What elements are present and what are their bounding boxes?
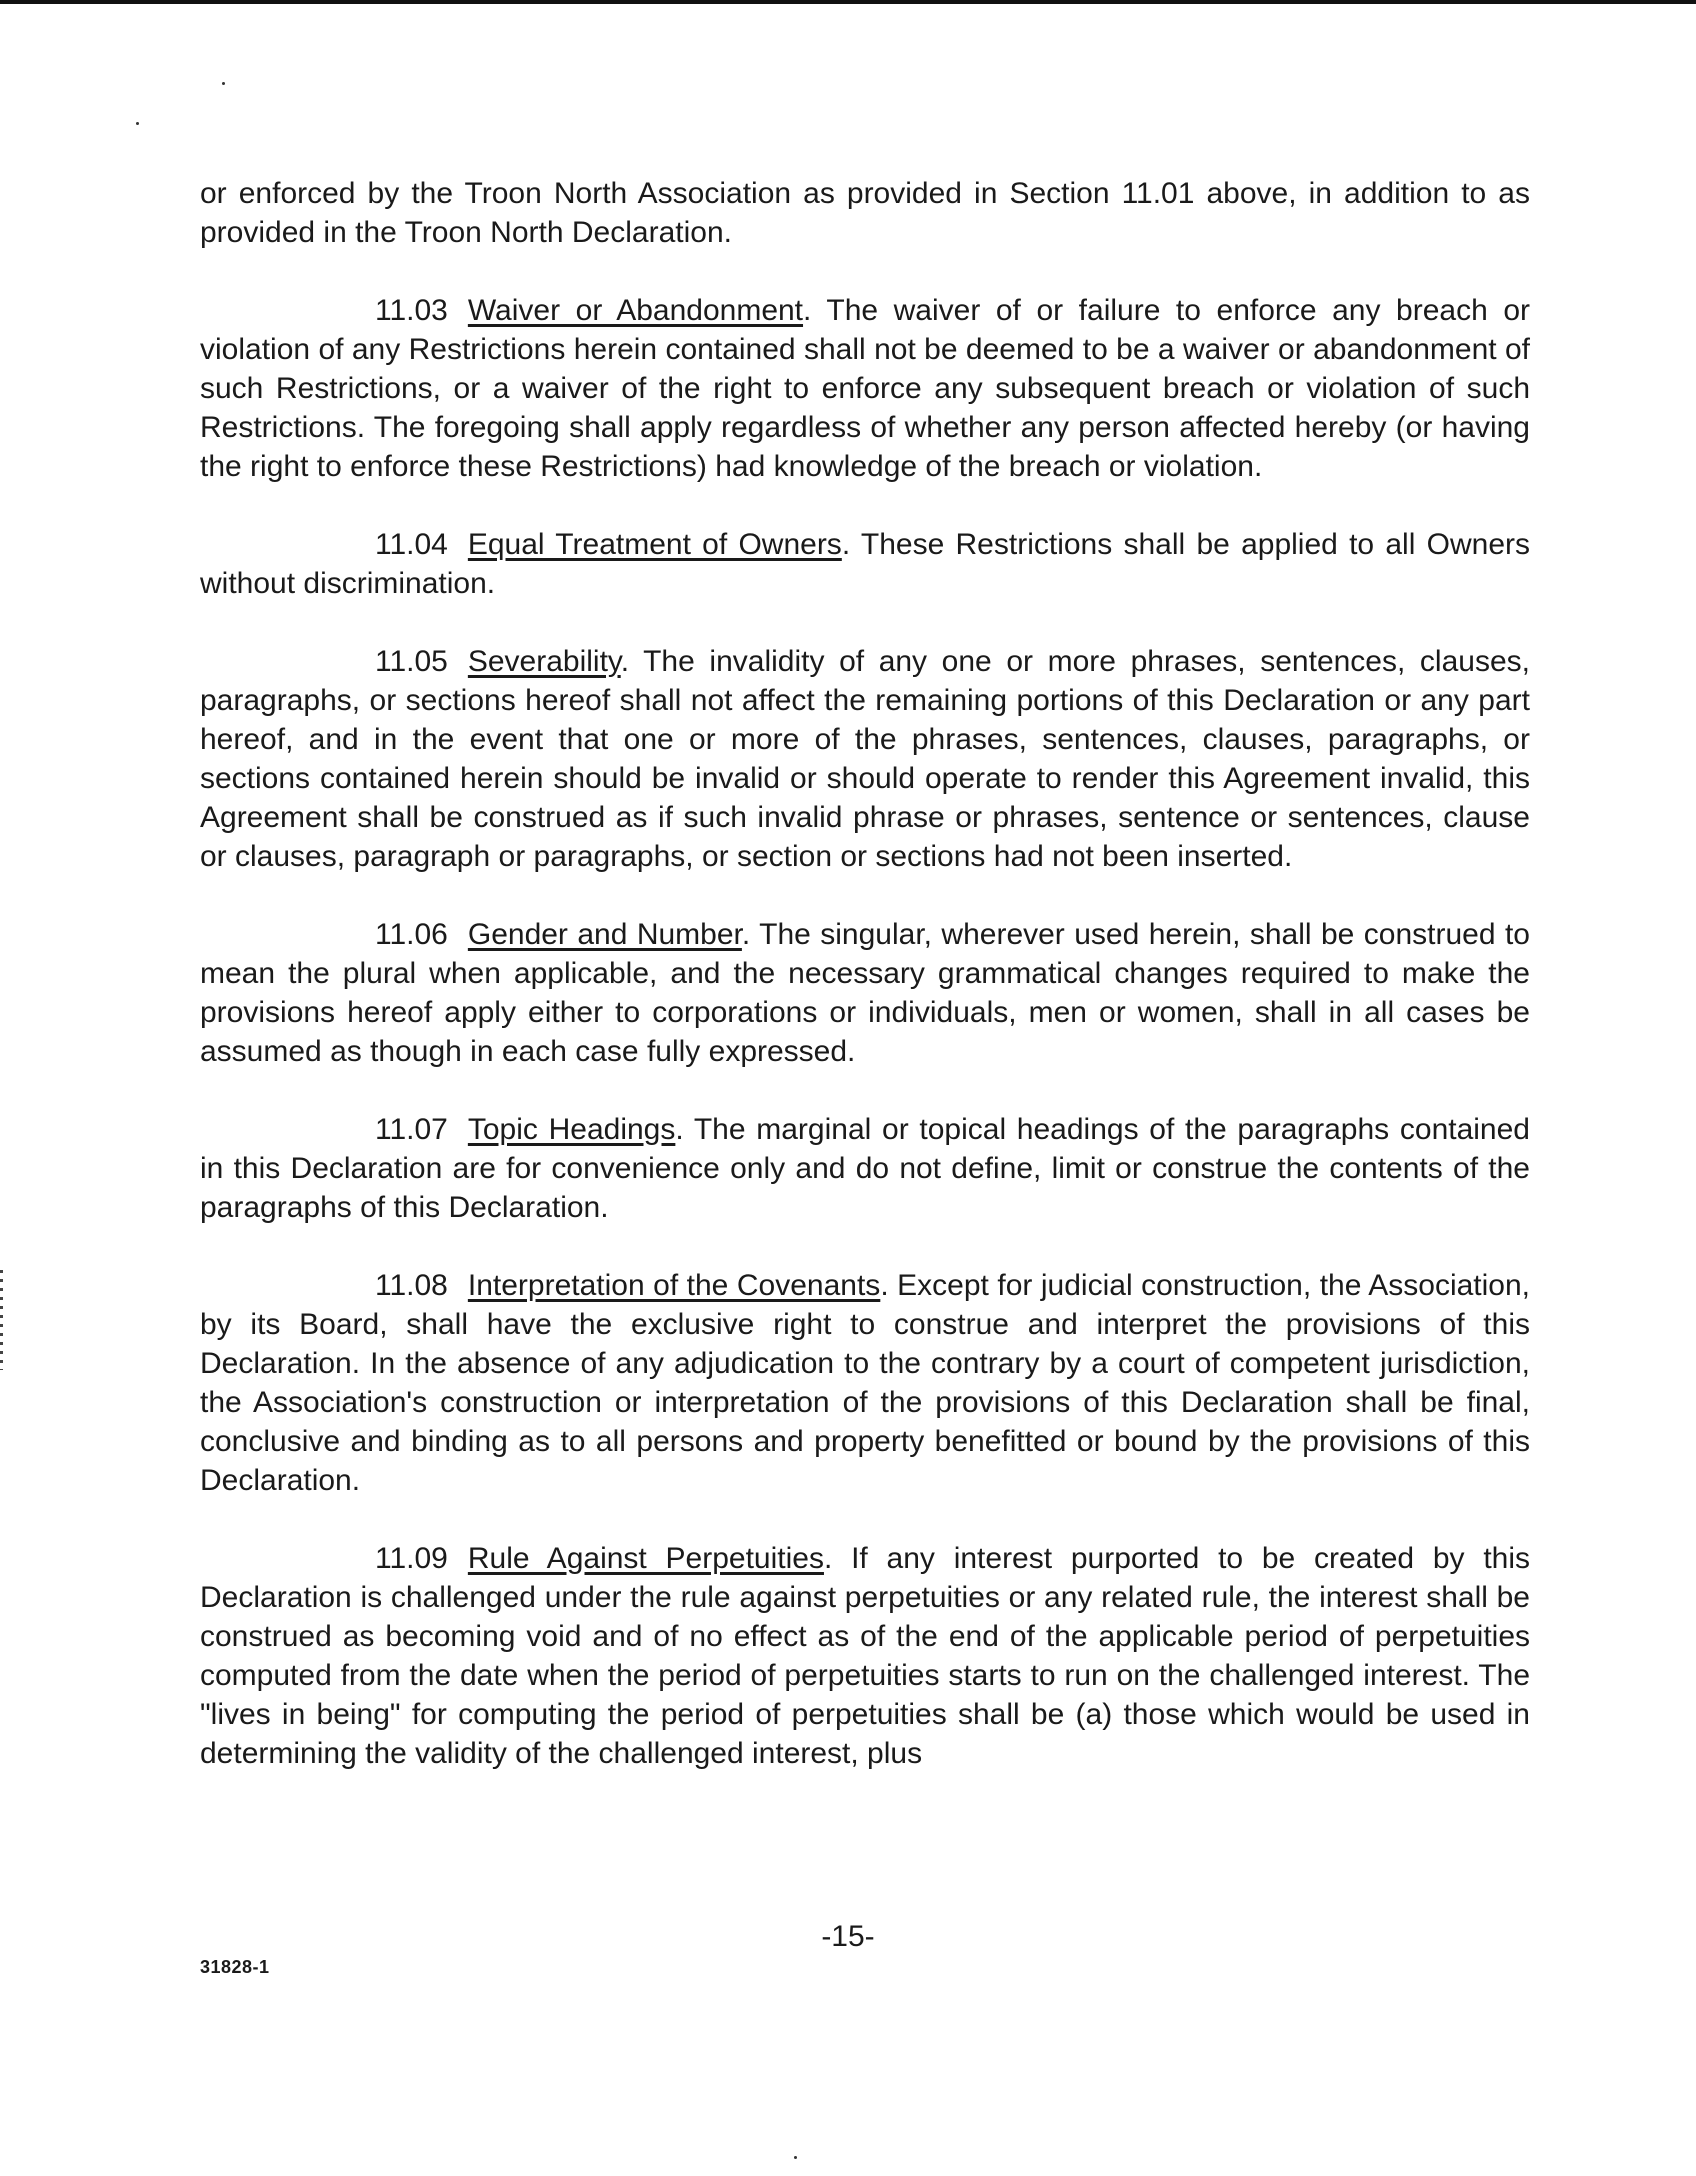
document-id: 31828-1	[200, 1957, 270, 1977]
scan-top-edge	[0, 0, 1696, 4]
section-text: The singular, wherever used herein, shall be construed to mean the plural when applicable, and the necessary grammatical changes required to make the provisions hereof apply either to corporations or individuals, men or women, shall in all cases be assumed as though in each case fully expressed.	[200, 918, 1530, 1068]
continuation-paragraph: or enforced by the Troon North Association as provided in Section 11.01 above, in addition to as provided in the Troon North Declaration.	[200, 177, 1530, 249]
section-11-05: 11.05 Severability. The invalidity of any one or more phrases, sentences, clauses, paragraphs, or sections hereof shall not affect the remaining portions of this Declaration or any part hereof, and in the event that one or more of the phrases, sentences, clauses, paragraphs, or sections contained herein should be invalid or should operate to render this Agreement invalid, this Agreement shall be construed as if such invalid phrase or phrases, sentence or sentences, clause or clauses, paragraph or paragraphs, or section or sections had not been inserted.	[200, 645, 1530, 873]
section-11-03: 11.03 Waiver or Abandonment. The waiver of or failure to enforce any breach or violation of any Restrictions herein contained shall not be deemed to be a waiver or abandonment of such Restrictions, or a waiver of the right to enforce any subsequent breach or violation of such Restrictions. The foregoing shall apply regardless of whether any person affected hereby (or having the right to enforce these Restrictions) had knowledge of the breach or violation.	[200, 294, 1530, 483]
section-heading: Equal Treatment of Owners	[467, 528, 842, 561]
section-text: The invalidity of any one or more phrases, sentences, clauses, paragraphs, or sections hereof shall not affect the remaining portions of this Declaration or any part hereof, and in the event that one or more of the phrases, sentences, clauses, paragraphs, or sections contained herein should be invalid or should operate to render this Agreement invalid, this Agreement shall be construed as if such invalid phrase or phrases, sentence or sentences, clause or clauses, paragraph or paragraphs, or section or sections had not been inserted.	[200, 645, 1530, 873]
section-number: 11.06	[375, 918, 448, 951]
page-number: -15-	[821, 1920, 875, 1953]
section-number: 11.09	[375, 1542, 448, 1575]
scan-left-margin-marks	[0, 1270, 3, 1370]
section-heading: Topic Headings	[467, 1113, 676, 1146]
section-text: These Restrictions shall be applied to all Owners without discrimination.	[200, 528, 1530, 600]
section-number: 11.04	[375, 528, 448, 561]
document-body	[200, 174, 1530, 1773]
section-11-04: 11.04 Equal Treatment of Owners. These Restrictions shall be applied to all Owners without discrimination.	[200, 528, 1530, 600]
section-text: The waiver of or failure to enforce any breach or violation of any Restrictions herein contained shall not be deemed to be a waiver or abandonment of such Restrictions, or a waiver of the right to enforce any subsequent breach or violation of such Restrictions. The foregoing shall apply regardless of whether any person affected hereby (or having the right to enforce these Restrictions) had knowledge of the breach or violation.	[200, 294, 1530, 483]
section-heading: Waiver or Abandonment	[467, 294, 804, 327]
section-number: 11.05	[375, 645, 448, 678]
section-number: 11.08	[375, 1269, 448, 1302]
section-text: If any interest purported to be created by this Declaration is challenged under the rule against perpetuities or any related rule, the interest shall be construed as becoming void and of no effect as of the end of the applicable period of perpetuities computed from the date when the period of perpetuities starts to run on the challenged interest. The "lives in being" for computing the period of perpetuities shall be (a) those which would be used in determining the validity of the challenged interest, plus	[200, 1542, 1531, 1770]
section-number: 11.03	[375, 294, 448, 327]
section-text: Except for judicial construction, the Association, by its Board, shall have the exclusive right to construe and interpret the provisions of this Declaration. In the absence of any adjudication to the contrary by a court of competent jurisdiction, the Association's construction or interpretation of the provisions of this Declaration shall be final, conclusive and binding as to all persons and property benefitted or bound by the provisions of this Declaration.	[200, 1269, 1530, 1497]
section-11-06: 11.06 Gender and Number. The singular, wherever used herein, shall be construed to mean the plural when applicable, and the necessary grammatical changes required to make the provisions hereof apply either to corporations or individuals, men or women, shall in all cases be assumed as though in each case fully expressed.	[200, 918, 1530, 1068]
section-heading: Rule Against Perpetuities	[467, 1542, 824, 1575]
section-heading: Severability	[467, 645, 621, 678]
section-11-08: 11.08 Interpretation of the Covenants. Except for judicial construction, the Association, by its Board, shall have the exclusive right to construe and interpret the provisions of this Declaration. In the absence of any adjudication to the contrary by a court of competent jurisdiction, the Association's construction or interpretation of the provisions of this Declaration shall be final, conclusive and binding as to all persons and property benefitted or bound by the provisions of this Declaration.	[200, 1269, 1530, 1497]
section-heading: Gender and Number	[467, 918, 742, 951]
section-11-09: 11.09 Rule Against Perpetuities. If any interest purported to be created by this Declaration is challenged under the rule against perpetuities or any related rule, the interest shall be construed as becoming void and of no effect as of the end of the applicable period of perpetuities computed from the date when the period of perpetuities starts to run on the challenged interest. The "lives in being" for computing the period of perpetuities shall be (a) those which would be used in determining the validity of the challenged interest, plus	[200, 1542, 1531, 1770]
scan-speck	[136, 122, 139, 125]
section-11-07: 11.07 Topic Headings. The marginal or topical headings of the paragraphs contained in this Declaration are for convenience only and do not define, limit or construe the contents of the paragraphs of this Declaration.	[200, 1113, 1530, 1224]
scan-speck	[794, 2156, 797, 2159]
section-number: 11.07	[375, 1113, 448, 1146]
section-text: The marginal or topical headings of the paragraphs contained in this Declaration are for convenience only and do not define, limit or construe the contents of the paragraphs of this Declaration.	[200, 1113, 1530, 1224]
scan-speck	[222, 82, 225, 85]
section-heading: Interpretation of the Covenants	[467, 1269, 881, 1302]
